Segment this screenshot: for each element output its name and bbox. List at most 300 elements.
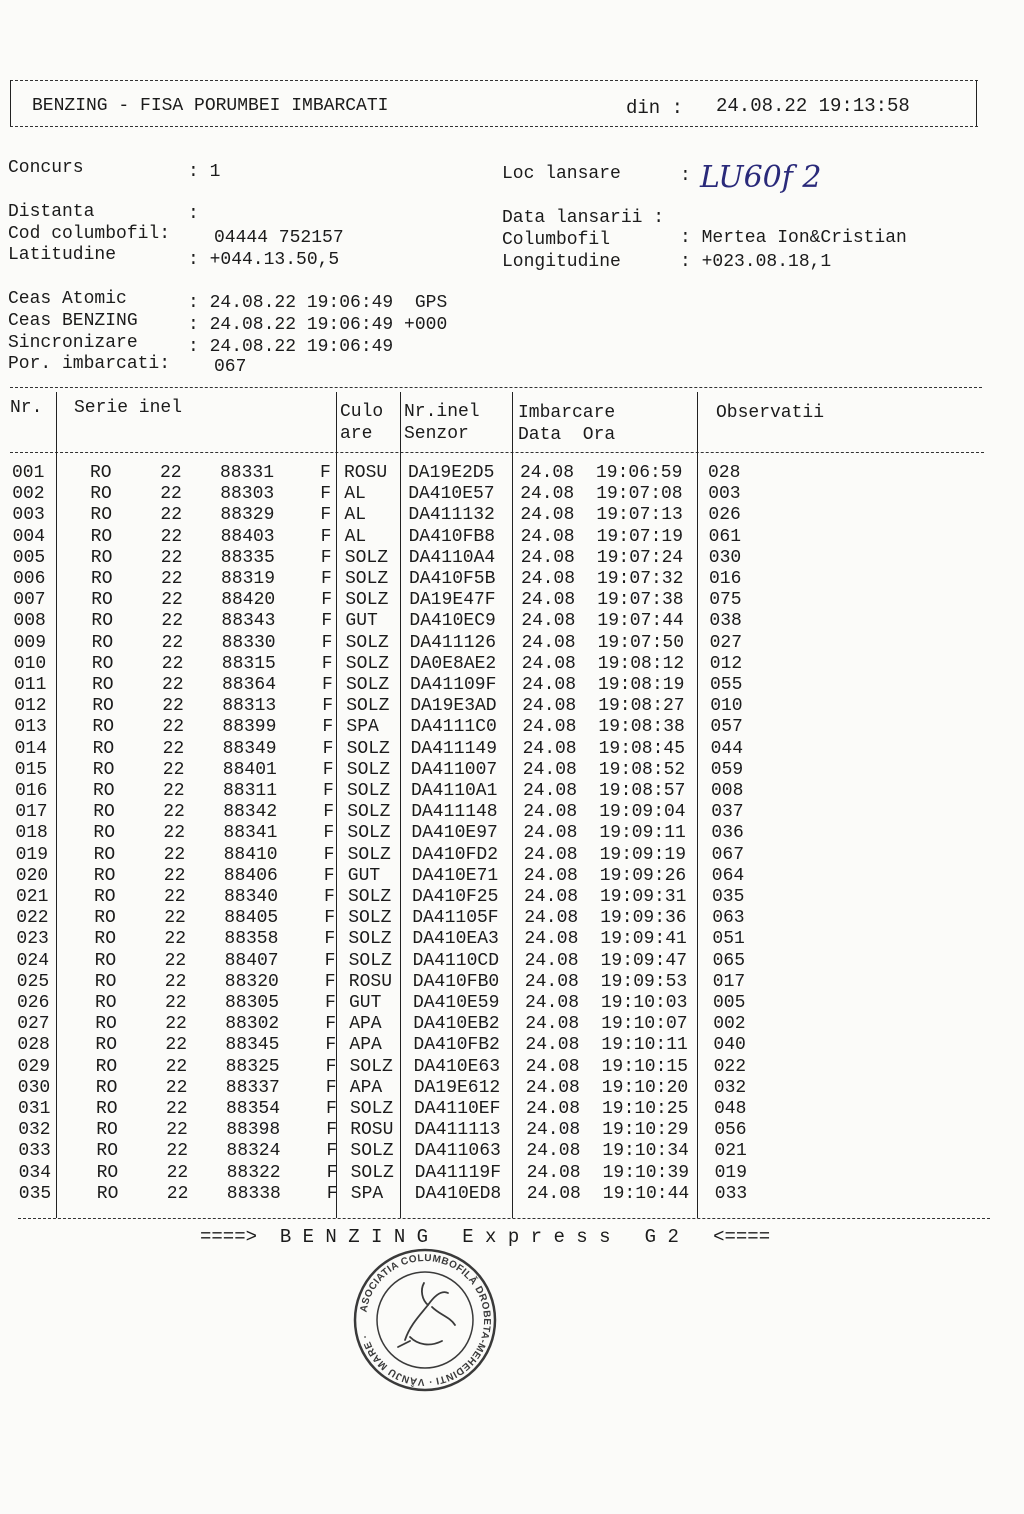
cell-time: 19:07:44 [597,611,684,632]
table-row [0,929,1000,950]
header-bottom-rule [10,126,978,127]
cell-sex: F [322,696,333,717]
cell-time: 19:09:19 [599,844,687,865]
cell-country: RO [92,696,114,717]
cell-ring: 88343 [221,611,276,632]
cell-time: 19:10:29 [602,1120,689,1141]
cell-ring: 88399 [222,717,277,738]
cell-sex: F [325,1056,337,1077]
cell-time: 19:08:27 [598,696,685,717]
cell-year: 22 [165,1014,187,1035]
cell-time: 19:10:34 [602,1141,689,1162]
cell-color: SOLZ [347,781,391,801]
table-row [0,1163,1000,1184]
cell-color: SOLZ [346,675,390,695]
cell-sex: F [322,738,334,759]
header-right-border [976,80,977,126]
cell-year: 22 [166,1120,188,1141]
cell-obs: 003 [708,484,741,505]
cell-ring: 88338 [226,1183,281,1204]
cell-sex: F [324,950,336,971]
latitudine-label: Latitudine [8,245,117,265]
col-header-observatii: Observatii [716,403,825,423]
cell-time: 19:08:57 [599,781,686,801]
cell-country: RO [93,823,115,844]
cell-color: SOLZ [345,653,390,674]
dove-icon [398,1283,455,1347]
cell-obs: 021 [714,1141,747,1162]
cell-sex: F [320,484,331,505]
cell-obs: 064 [711,865,745,886]
cell-year: 22 [164,929,186,950]
cell-ring: 88305 [225,993,280,1013]
cell-nr: 002 [12,484,45,505]
cell-sensor: DA411126 [409,632,497,653]
cell-sensor: DA410FD2 [411,844,499,865]
cell-obs: 027 [709,632,742,653]
cell-nr: 004 [12,526,45,547]
cell-country: RO [94,971,117,992]
cell-sensor: DA410F5B [409,569,496,589]
cell-sex: F [323,844,335,865]
cell-time: 19:09:53 [600,971,688,992]
cell-nr: 028 [17,1035,50,1056]
cell-year: 22 [161,632,184,653]
cell-obs: 008 [711,781,744,801]
cell-year: 22 [161,611,183,632]
cell-sensor: DA410E71 [411,865,499,886]
cell-obs: 055 [710,675,743,695]
cell-sensor: DA4111C0 [410,717,497,738]
cell-sex: F [321,632,333,653]
cell-date: 24.08 [525,993,580,1013]
cell-year: 22 [165,1035,187,1056]
cell-time: 19:08:52 [598,759,686,780]
ceas-atomic-label: Ceas Atomic [8,289,127,309]
cell-sex: F [320,526,332,547]
table-row [0,739,1000,760]
cell-date: 24.08 [523,781,578,801]
concurs-label: Concurs [8,158,84,178]
cell-date: 24.08 [524,950,579,971]
cell-time: 19:08:12 [597,653,685,674]
cell-sex: F [322,759,334,780]
cell-year: 22 [160,505,182,526]
cell-nr: 009 [13,632,46,653]
cell-nr: 027 [17,1014,50,1035]
cell-sex: F [324,971,336,992]
cell-obs: 057 [710,717,743,738]
cell-year: 22 [161,569,183,589]
cell-obs: 032 [713,1077,747,1098]
cell-sensor: DA19E47F [409,590,496,611]
cell-obs: 059 [710,759,744,780]
cell-time: 19:07:24 [596,547,684,568]
table-row [0,866,1000,887]
cell-sex: F [320,463,331,483]
cell-date: 24.08 [524,971,579,992]
cell-country: RO [91,611,113,632]
cell-date: 24.08 [522,696,577,717]
cell-date: 24.08 [526,1141,581,1162]
cell-year: 22 [165,1056,188,1077]
ceas-atomic-value: : 24.08.22 19:06:49 GPS [188,293,448,313]
cell-year: 22 [162,696,184,717]
cell-country: RO [96,1099,118,1119]
cell-obs: 044 [710,738,743,759]
cell-year: 22 [161,653,184,674]
cell-time: 19:08:45 [598,738,686,759]
cell-obs: 038 [709,611,742,632]
cell-time: 19:10:44 [602,1183,690,1204]
cell-nr: 015 [14,759,48,780]
cell-date: 24.08 [520,463,575,483]
cell-ring: 88329 [220,505,275,526]
cell-year: 22 [160,463,182,483]
cell-country: RO [95,1077,118,1098]
cell-ring: 88410 [223,844,278,865]
cell-sensor: DA410FB8 [408,526,496,547]
cell-country: RO [90,526,113,547]
cell-date: 24.08 [526,1099,581,1119]
table-row [0,654,1000,675]
cell-nr: 022 [16,908,49,929]
cell-sensor: DA410ED8 [414,1183,502,1204]
cell-country: RO [96,1162,119,1183]
table-row [0,611,1000,632]
cell-sex: F [321,590,332,611]
cell-color: SOLZ [347,844,391,865]
table-bottom-rule [18,1218,990,1219]
cell-sensor: DA4110A4 [408,547,496,568]
loc-lansare-label: Loc lansare [502,164,621,184]
cell-time: 19:10:07 [601,1014,688,1035]
por-imbarcati-label: Por. imbarcati: [8,354,171,374]
cell-sensor: DA410E57 [408,484,495,505]
cell-country: RO [93,802,115,823]
cell-country: RO [93,865,116,886]
cell-year: 22 [162,738,185,759]
cell-ring: 88407 [224,950,279,971]
sincronizare-label: Sincronizare [8,333,138,353]
cell-color: GUT [349,993,382,1013]
cell-nr: 023 [16,929,49,950]
cell-sex: F [325,1014,336,1035]
cell-country: RO [92,717,114,738]
cell-nr: 018 [15,823,48,844]
cell-time: 19:09:47 [600,950,688,971]
cell-country: RO [91,653,114,674]
cell-color: SOLZ [349,1056,393,1077]
cell-obs: 056 [714,1120,747,1141]
cell-sex: F [324,908,335,929]
cell-sensor: DA410E97 [411,823,498,844]
loc-lansare-colon: : [680,166,691,186]
cell-ring: 88342 [223,802,278,823]
cell-sex: F [322,675,333,695]
col-header-serie: Serie inel [74,398,183,418]
cell-color: SOLZ [350,1099,394,1119]
cell-year: 22 [163,844,186,865]
cell-year: 22 [160,526,183,547]
col-header-nrinel-1: Nr.inel [404,402,480,422]
cell-sex: F [326,1162,338,1183]
cell-date: 24.08 [524,929,579,950]
cell-time: 19:08:38 [598,717,685,738]
table-row [0,463,1000,484]
table-row [0,590,1000,611]
cell-ring: 88313 [222,696,277,717]
cell-year: 22 [162,759,185,780]
cell-obs: 035 [712,887,745,907]
cell-ring: 88322 [226,1162,281,1183]
cell-ring: 88406 [223,865,278,886]
table-row [0,781,1000,802]
longitudine-label: Longitudine [502,252,621,272]
cell-obs: 063 [712,908,745,929]
cell-obs: 026 [708,505,741,526]
cell-sensor: DA411113 [414,1120,501,1141]
cell-sex: F [323,823,335,844]
cell-nr: 010 [13,653,47,674]
table-row [0,1078,1000,1099]
cell-sensor: DA19E3AD [410,696,497,717]
cell-sensor: DA410F25 [412,887,499,907]
table-row [0,845,1000,866]
cell-obs: 033 [714,1183,748,1204]
table-row [0,802,1000,823]
cell-year: 22 [163,802,185,823]
cell-year: 22 [165,1077,188,1098]
cell-nr: 024 [16,950,49,971]
cell-year: 22 [164,971,187,992]
cell-obs: 016 [709,569,742,589]
cell-year: 22 [164,950,187,971]
cell-date: 24.08 [524,908,579,929]
cell-sensor: DA4110CD [412,950,500,971]
cell-sensor: DA410FB2 [413,1035,500,1056]
ceas-benzing-label: Ceas BENZING [8,311,138,331]
cell-nr: 012 [14,696,47,717]
cell-time: 19:07:32 [597,569,684,589]
table-row [0,823,1000,844]
cell-time: 19:09:41 [600,929,687,950]
svg-text:ASOCIATIA COLUMBOFILĂ DROBETA-: ASOCIATIA COLUMBOFILĂ DROBETA-MEHEDINTI · VÂNJU MARE · [358,1252,493,1388]
table-row [0,1014,1000,1035]
cell-sensor: DA41109F [410,675,497,695]
cell-year: 22 [164,908,186,929]
cell-ring: 88354 [226,1099,281,1119]
cell-sex: F [325,1035,337,1056]
cell-ring: 88320 [224,971,279,992]
cell-nr: 008 [13,611,46,632]
cell-time: 19:10:25 [602,1099,689,1119]
cell-year: 22 [161,590,183,611]
cell-ring: 88315 [221,653,276,674]
cell-year: 22 [163,781,185,801]
cell-nr: 034 [18,1162,51,1183]
cell-obs: 002 [713,1014,746,1035]
cell-country: RO [95,993,117,1013]
cell-color: SOLZ [345,569,389,589]
table-row [0,908,1000,929]
table-row [0,1141,1000,1162]
cell-nr: 007 [13,590,46,611]
cell-country: RO [96,1120,118,1141]
cell-nr: 031 [18,1099,51,1119]
cell-country: RO [93,844,116,865]
cell-ring: 88358 [224,929,279,950]
cell-nr: 014 [14,738,47,759]
cell-year: 22 [164,887,186,907]
cell-nr: 013 [14,717,47,738]
cell-sensor: DA41119F [414,1162,502,1183]
cell-year: 22 [166,1183,189,1204]
table-row [0,760,1000,781]
cell-time: 19:10:11 [601,1035,688,1056]
table-row [0,633,1000,654]
table-row [0,1120,1000,1141]
cell-time: 19:09:36 [600,908,687,929]
cell-sensor: DA411007 [410,759,498,780]
cell-ring: 88324 [226,1141,281,1162]
table-row [0,717,1000,738]
cell-date: 24.08 [520,505,575,526]
cell-ring: 88303 [220,484,275,505]
cell-date: 24.08 [520,526,575,547]
cell-country: RO [95,1056,118,1077]
cell-nr: 019 [15,844,48,865]
cell-country: RO [96,1141,118,1162]
cell-time: 19:06:59 [596,463,683,483]
association-stamp [350,1245,500,1395]
cell-color: ROSU [344,463,388,483]
cell-color: AL [344,505,366,526]
cell-color: GUT [347,865,381,886]
cell-ring: 88319 [221,569,276,589]
cell-date: 24.08 [525,1077,580,1098]
por-imbarcati-value: 067 [214,357,247,377]
sincronizare-value: : 24.08.22 19:06:49 [188,337,394,357]
cod-columbofil-value: 04444 752157 [214,228,344,248]
cell-sex: F [326,1120,337,1141]
cell-color: SOLZ [346,759,391,780]
cell-country: RO [94,887,116,907]
table-row [0,972,1000,993]
din-label: din : [626,97,684,119]
table-row [0,951,1000,972]
cell-ring: 88330 [221,632,276,653]
cell-country: RO [92,738,115,759]
cell-time: 19:07:13 [596,505,683,526]
table-row [0,675,1000,696]
columbofil-label: Columbofil [502,230,611,250]
cell-date: 24.08 [521,653,576,674]
cell-color: SOLZ [348,929,392,950]
cell-ring: 88349 [222,738,277,759]
cell-ring: 88405 [224,908,279,929]
cell-nr: 005 [12,547,46,568]
cell-ring: 88398 [226,1120,281,1141]
table-row [0,993,1000,1014]
cell-nr: 003 [12,505,45,526]
cell-sensor: DA410EB2 [413,1014,500,1035]
cell-sensor: DA19E612 [413,1077,501,1098]
cell-year: 22 [163,865,186,886]
cell-year: 22 [160,547,183,568]
cell-sensor: DA19E2D5 [408,463,495,483]
cod-columbofil-label: Cod columbofil: [8,224,171,244]
cell-ring: 88337 [225,1077,280,1098]
cell-date: 24.08 [522,738,577,759]
cell-ring: 88340 [224,887,279,907]
cell-nr: 006 [13,569,46,589]
cell-date: 24.08 [523,865,578,886]
cell-sex: F [326,1183,338,1204]
cell-nr: 029 [17,1056,50,1077]
cell-ring: 88341 [223,823,278,844]
cell-country: RO [92,675,114,695]
cell-color: SOLZ [345,632,389,653]
cell-color: SOLZ [350,1141,394,1162]
cell-color: ROSU [348,971,393,992]
cell-sex: F [320,547,332,568]
cell-obs: 061 [708,526,741,547]
cell-obs: 075 [709,590,742,611]
data-lansarii-label: Data lansarii : [502,208,665,228]
cell-obs: 036 [711,823,744,844]
cell-date: 24.08 [526,1183,581,1204]
cell-sex: F [326,1099,337,1119]
cell-sex: F [326,1141,338,1162]
cell-ring: 88345 [225,1035,280,1056]
cell-year: 22 [165,993,187,1013]
cell-date: 24.08 [525,1035,580,1056]
cell-sex: F [325,993,336,1013]
cell-country: RO [91,590,113,611]
cell-country: RO [91,569,113,589]
cell-date: 24.08 [521,590,576,611]
cell-ring: 88401 [222,759,277,780]
cell-ring: 88364 [222,675,277,695]
ceas-benzing-value: : 24.08.22 19:06:49 +000 [188,315,448,335]
cell-color: SPA [346,717,379,738]
cell-obs: 005 [713,993,746,1013]
cell-nr: 025 [16,971,50,992]
cell-sensor: DA0E8AE2 [409,653,497,674]
cell-nr: 016 [15,781,48,801]
cell-sex: F [323,865,335,886]
cell-color: AL [344,484,366,505]
cell-sensor: DA410E63 [413,1056,501,1077]
cell-obs: 067 [711,844,744,865]
cell-country: RO [94,908,116,929]
cell-sensor: DA411148 [411,802,498,823]
cell-color: SOLZ [347,823,391,844]
cell-nr: 011 [14,675,47,695]
cell-time: 19:09:26 [599,865,687,886]
cell-color: APA [349,1035,382,1056]
cell-year: 22 [160,484,182,505]
cell-nr: 030 [17,1077,51,1098]
cell-year: 22 [162,717,184,738]
cell-color: SOLZ [350,1162,394,1183]
cell-time: 19:07:38 [597,590,684,611]
cell-obs: 019 [714,1162,747,1183]
cell-date: 24.08 [522,759,577,780]
cell-date: 24.08 [523,844,578,865]
table-top-rule [10,387,982,388]
